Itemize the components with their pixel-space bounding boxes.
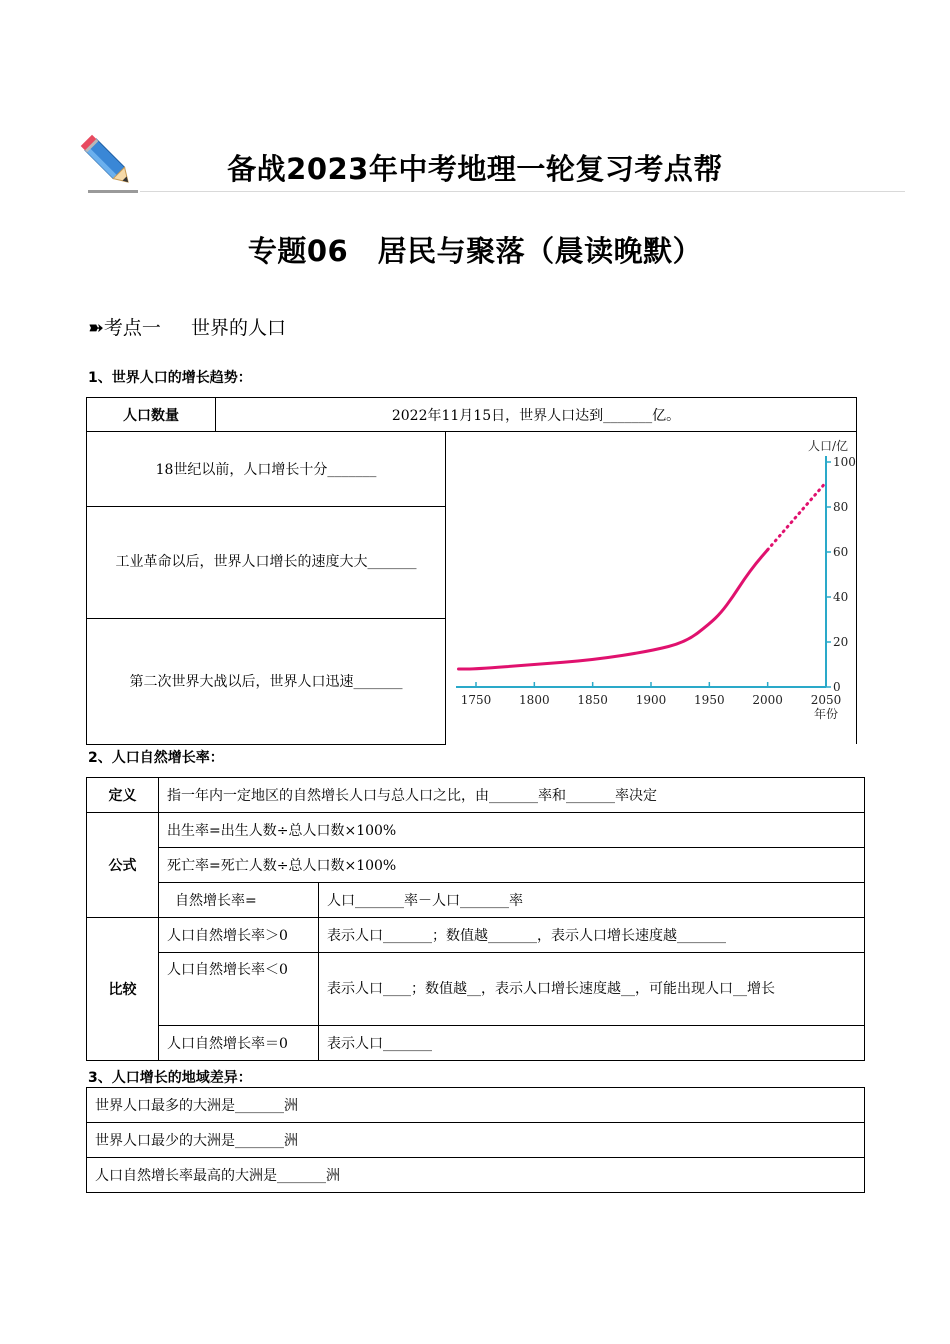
x-tick-label: 1900 bbox=[635, 693, 667, 707]
stage-item: 第二次世界大战以后，世界人口迅速_______ bbox=[87, 618, 446, 744]
q2-heading: 2、人口自然增长率： bbox=[88, 750, 224, 766]
stage-item: 18世纪以前，人口增长十分_______ bbox=[87, 432, 446, 507]
formula-birth: 出生率=出生人数÷总人口数×100% bbox=[159, 813, 865, 848]
page-subtitle: 专题06 居民与聚落（晨读晚默） bbox=[247, 234, 703, 268]
y-tick-label: 80 bbox=[833, 500, 849, 514]
y-tick-label: 40 bbox=[833, 590, 849, 604]
regional-row: 世界人口最多的大洲是_______洲 bbox=[87, 1088, 865, 1123]
formula-label: 公式 bbox=[87, 813, 159, 918]
y-tick-label: 60 bbox=[833, 545, 849, 559]
x-tick-label: 2050 bbox=[810, 693, 842, 707]
stage-item: 工业革命以后，世界人口增长的速度大大_______ bbox=[87, 507, 446, 619]
formula-natural-text: 人口_______率－人口_______率 bbox=[319, 883, 865, 918]
page-title: 备战2023年中考地理一轮复习考点帮 bbox=[227, 152, 723, 186]
compare-text: 表示人口_______；数值越_______，表示人口增长速度越_______ bbox=[319, 918, 865, 953]
population-table bbox=[86, 397, 857, 745]
definition-text: 指一年内一定地区的自然增长人口与总人口之比，由_______率和_______率决定 bbox=[159, 778, 865, 813]
compare-condition: 人口自然增长率＜0 bbox=[159, 953, 319, 1026]
y-tick-label: 20 bbox=[833, 635, 849, 649]
population-label: 人口数量 bbox=[87, 398, 216, 432]
arrow-icon: ➽ bbox=[88, 317, 104, 339]
regional-table bbox=[86, 1087, 865, 1193]
x-tick-label: 1800 bbox=[519, 693, 550, 707]
q1-heading: 1、世界人口的增长趋势： bbox=[88, 370, 252, 386]
x-tick-label: 1850 bbox=[577, 693, 608, 707]
section-heading bbox=[88, 313, 286, 340]
section-label: 考点一 bbox=[103, 317, 161, 339]
section-name: 世界的人口 bbox=[190, 317, 286, 339]
population-line bbox=[459, 550, 768, 669]
population-text: 2022年11月15日，世界人口达到_______亿。 bbox=[216, 398, 857, 432]
chart-cell bbox=[446, 432, 857, 745]
compare-condition: 人口自然增长率＞0 bbox=[159, 918, 319, 953]
compare-text: 表示人口_______ bbox=[319, 1026, 865, 1061]
x-axis-title: 年份 bbox=[813, 707, 839, 721]
projection-line bbox=[768, 482, 826, 550]
y-tick-label: 100 bbox=[833, 455, 856, 469]
x-tick-label: 1950 bbox=[694, 693, 725, 707]
x-tick-label: 2000 bbox=[752, 693, 783, 707]
x-tick-label: 1750 bbox=[460, 693, 492, 707]
growth-rate-table bbox=[86, 777, 865, 1061]
y-tick-label: 0 bbox=[833, 680, 841, 694]
population-chart bbox=[446, 432, 856, 740]
formula-death: 死亡率=死亡人数÷总人口数×100% bbox=[159, 848, 865, 883]
compare-text: 表示人口____；数值越__，表示人口增长速度越__，可能出现人口__增长 bbox=[319, 953, 865, 1026]
q3-heading: 3、人口增长的地域差异： bbox=[88, 1070, 252, 1086]
compare-condition: 人口自然增长率＝0 bbox=[159, 1026, 319, 1061]
formula-natural-label: 自然增长率= bbox=[159, 883, 319, 918]
header-divider bbox=[140, 191, 905, 192]
compare-label: 比较 bbox=[87, 918, 159, 1061]
definition-label: 定义 bbox=[87, 778, 159, 813]
regional-row: 世界人口最少的大洲是_______洲 bbox=[87, 1123, 865, 1158]
logo-underline bbox=[88, 190, 138, 193]
regional-row: 人口自然增长率最高的大洲是_______洲 bbox=[87, 1158, 865, 1193]
y-axis-title: 人口/亿 bbox=[807, 439, 849, 453]
